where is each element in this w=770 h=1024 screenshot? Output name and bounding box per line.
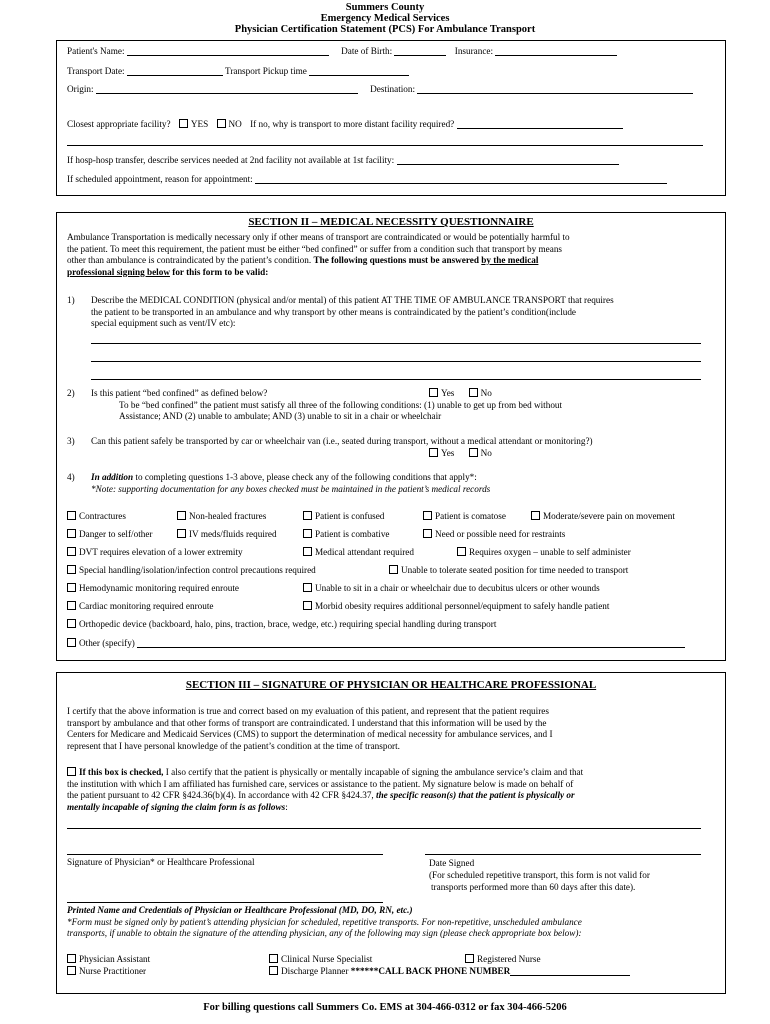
dob-field[interactable] (394, 46, 446, 56)
q4-text: to completing questions 1-3 above, please check any of the following conditions that apply*: (135, 472, 477, 482)
hosp-transfer-label: If hosp-hosp transfer, describe services needed at 2nd facility not available at 1st facility: (67, 155, 395, 165)
condition-label: Special handling/isolation/infection control precautions required (79, 565, 316, 575)
insurance-label: Insurance: (454, 46, 494, 56)
closest-yes-label: YES (190, 119, 209, 129)
incapable-line-2: the institution with which I am affiliated has furnished care, services or assistance to the patient. My signature below is made on behalf of (67, 778, 574, 789)
q2-text: Is this patient “bed confined” as defined below? (91, 388, 268, 398)
section2-title: SECTION II – MEDICAL NECESSITY QUESTIONNAIRE (248, 216, 534, 228)
condition-label: Patient is comatose (435, 511, 506, 521)
section-patient-info (56, 40, 726, 196)
question-1 (67, 295, 715, 330)
clinical-nurse-specialist-checkbox[interactable] (269, 954, 278, 963)
q3-yes-checkbox[interactable] (429, 448, 438, 457)
incapable-line-3a: the patient pursuant to 42 CFR §424.36(b)(4). In accordance with 42 CFR §424.37, (67, 790, 374, 800)
date-signed-block (429, 857, 650, 893)
condition-label: Non-healed fractures (189, 511, 267, 521)
condition-label: Hemodynamic monitoring required enroute (79, 583, 239, 593)
closest-no-label: NO (228, 119, 242, 129)
condition-label: Patient is confused (315, 511, 385, 521)
intro-line-3 (67, 255, 715, 267)
closest-no-checkbox[interactable] (217, 119, 226, 128)
intro-line-4 (67, 267, 715, 279)
q1-answer-line-3[interactable] (91, 379, 701, 380)
q2-no-label: No (480, 388, 492, 398)
condition-checkbox[interactable] (423, 511, 432, 520)
incapable-line-3b: the specific reason(s) that the patient is physically or (376, 790, 575, 800)
destination-field[interactable] (417, 84, 693, 94)
closest-yes-checkbox[interactable] (179, 119, 188, 128)
role-label: Physician Assistant (79, 954, 151, 964)
role-label: Registered Nurse (477, 954, 541, 964)
condition-label: Orthopedic device (backboard, halo, pins, traction, brace, wedge, etc.) requiring special handling during transport (79, 619, 497, 629)
origin-label: Origin: (67, 84, 94, 94)
condition-checkbox[interactable] (177, 529, 186, 538)
q2-options (429, 388, 492, 400)
form-header (0, 0, 770, 35)
condition-label: Contractures (79, 511, 126, 521)
condition-label: IV meds/fluids required (189, 529, 277, 539)
q1-line-2: the patient to be transported in an ambulance and why transport by other means is contraindicated by the patient’s condition(include (91, 306, 577, 317)
condition-checkbox[interactable] (423, 529, 432, 538)
origin-field[interactable] (96, 84, 358, 94)
q2-number: 2) (67, 388, 75, 398)
signer-note-1: *Form must be signed only by patient’s attending physician for scheduled, repetitive transports. For non-repetitive, unscheduled ambulance (67, 916, 582, 927)
date-note-2: transports performed more than 60 days after this date). (431, 882, 636, 892)
condition-checkbox[interactable] (389, 565, 398, 574)
q1-number: 1) (67, 295, 75, 305)
cert-line: represent that I have personal knowledge of the patient’s condition at the time of transport. (67, 740, 400, 751)
q3-number: 3) (67, 436, 75, 446)
insurance-field[interactable] (495, 46, 617, 56)
question-3 (67, 436, 715, 459)
pickup-time-field[interactable] (309, 66, 409, 76)
condition-label: DVT requires elevation of a lower extremity (79, 547, 243, 557)
incapable-line-4b: : (285, 801, 288, 812)
condition-label: Moderate/severe pain on movement (543, 511, 675, 521)
nurse-practitioner-checkbox[interactable] (67, 966, 76, 975)
intro-line-4a: professional signing below (67, 266, 170, 277)
q2-definition-1: To be “bed confined” the patient must satisfy all three of the following conditions: (1) unable to get up from bed without (119, 399, 563, 410)
q3-options (429, 448, 715, 460)
intro-line-4b: for this form to be valid: (172, 266, 269, 277)
printed-name-line[interactable] (67, 902, 383, 903)
patient-name-label: Patient's Name: (67, 46, 125, 56)
q4-lead: In addition (91, 472, 134, 482)
signer-note-2: transports, if unable to obtain the signature of the attending physician, any of the following may sign (please check appropriate box below): (67, 928, 582, 938)
certification-paragraph (67, 706, 715, 752)
condition-checkbox[interactable] (67, 565, 76, 574)
condition-checkbox[interactable] (67, 511, 76, 520)
incapable-paragraph (67, 767, 715, 813)
condition-label: Unable to sit in a chair or wheelchair due to decubitus ulcers or other wounds (315, 583, 600, 593)
incapable-line-1: I also certify that the patient is physically or mentally incapable of signing the ambulance service’s claim and that (165, 767, 584, 777)
date-signed-line[interactable] (425, 854, 701, 855)
section3-title: SECTION III – SIGNATURE OF PHYSICIAN OR HEALTHCARE PROFESSIONAL (185, 679, 597, 691)
callback-label: ******CALL BACK PHONE NUMBER (350, 966, 511, 976)
q1-answer-line-1[interactable] (91, 343, 701, 344)
q2-no-checkbox[interactable] (469, 388, 478, 397)
section-signature (56, 672, 726, 994)
signature-label: Signature of Physician* or Healthcare Professional (67, 857, 255, 867)
q1-answer-line-2[interactable] (91, 361, 701, 362)
condition-checkbox[interactable] (177, 511, 186, 520)
appointment-reason-field[interactable] (255, 174, 667, 184)
section2-intro (67, 232, 715, 278)
billing-footer: For billing questions call Summers Co. EMS at 304-466-0312 or fax 304-466-5206 (203, 1002, 567, 1013)
form-title: Physician Certification Statement (PCS) For Ambulance Transport (234, 24, 536, 35)
condition-checkbox[interactable] (303, 601, 312, 610)
condition-label: Patient is combative (315, 529, 390, 539)
condition-label: Medical attendant required (315, 547, 414, 557)
q3-yes-label: Yes (441, 447, 455, 458)
distant-reason-field[interactable] (457, 119, 623, 129)
transport-date-field[interactable] (127, 66, 223, 76)
other-specify-field[interactable] (137, 638, 685, 648)
q4-number: 4) (67, 472, 75, 482)
section-medical-necessity (56, 212, 726, 661)
question-2 (67, 388, 715, 423)
service-name: Emergency Medical Services (320, 13, 450, 24)
printed-name-block (67, 905, 715, 940)
question-4 (67, 472, 715, 495)
q3-no-label: No (480, 447, 492, 458)
condition-checkbox[interactable] (303, 583, 312, 592)
dob-label: Date of Birth: (341, 46, 393, 56)
closest-facility-label: Closest appropriate facility? (67, 119, 171, 129)
intro-line-3a: other than ambulance is contraindicated by the patient’s condition. (67, 255, 312, 265)
condition-checkbox[interactable] (67, 638, 76, 647)
condition-label: Danger to self/other (79, 529, 153, 539)
signature-line[interactable] (67, 854, 383, 855)
condition-checkbox[interactable] (303, 529, 312, 538)
intro-line-3c: by the medical (481, 255, 539, 265)
physician-assistant-checkbox[interactable] (67, 954, 76, 963)
q2-definition-2: Assistance; AND (2) unable to ambulate; AND (3) unable to sit in a chair or wheelchair (119, 411, 442, 421)
hosp-transfer-field[interactable] (397, 155, 619, 165)
q3-text: Can this patient safely be transported by car or wheelchair van (i.e., seated during transport, without a medical attendant or monitoring?) (91, 436, 593, 446)
incapable-checkbox[interactable] (67, 767, 76, 776)
role-label: Clinical Nurse Specialist (281, 954, 373, 964)
cert-line: Centers for Medicare and Medicaid Services (CMS) to support the determination of medical necessity for ambulance services, and I (67, 729, 553, 739)
condition-checkbox[interactable] (67, 601, 76, 610)
incapable-reason-line[interactable] (67, 828, 701, 829)
patient-name-field[interactable] (127, 46, 329, 56)
discharge-planner-checkbox[interactable] (269, 966, 278, 975)
transport-date-label: Transport Date: (67, 66, 125, 76)
condition-checkbox[interactable] (457, 547, 466, 556)
q2-yes-checkbox[interactable] (429, 388, 438, 397)
condition-label: Requires oxygen – unable to self administer (469, 547, 631, 557)
callback-phone-field[interactable] (510, 966, 630, 976)
condition-checkbox[interactable] (67, 583, 76, 592)
condition-label: Need or possible need for restraints (435, 529, 566, 539)
condition-checkbox[interactable] (67, 619, 76, 628)
pickup-time-label: Transport Pickup time (225, 66, 307, 76)
role-label: Nurse Practitioner (79, 966, 147, 976)
q2-yes-label: Yes (441, 388, 455, 398)
q1-line-1: Describe the MEDICAL CONDITION (physical and/or mental) of this patient AT THE TIME OF AMBULANCE TRANSPORT that requires (91, 295, 614, 305)
registered-nurse-checkbox[interactable] (465, 954, 474, 963)
cert-line: transport by ambulance and that other forms of transport are contraindicated. I understand that this information will be used by the (67, 717, 547, 728)
condition-checkbox[interactable] (531, 511, 540, 520)
condition-checkbox[interactable] (67, 529, 76, 538)
distant-reason-line-2[interactable] (67, 145, 703, 146)
condition-label: Other (specify) (79, 638, 135, 648)
condition-label: Cardiac monitoring required enroute (79, 601, 214, 611)
q3-no-checkbox[interactable] (469, 448, 478, 457)
role-label: Discharge Planner (281, 966, 349, 976)
q1-line-3: special equipment such as vent/IV etc): (91, 318, 236, 328)
incapable-lead: If this box is checked, (79, 767, 164, 777)
county-name: Summers County (345, 2, 425, 13)
incapable-line-4a: mentally incapable of signing the claim form is as follows (67, 801, 286, 812)
distant-reason-label: If no, why is transport to more distant facility required? (250, 119, 455, 129)
date-signed-label: Date Signed (429, 858, 475, 868)
appointment-reason-label: If scheduled appointment, reason for appointment: (67, 174, 253, 184)
destination-label: Destination: (370, 84, 416, 94)
printed-name-label: Printed Name and Credentials of Physician or Healthcare Professional (MD, DO, RN, etc.) (67, 905, 413, 915)
condition-label: Unable to tolerate seated position for time needed to transport (401, 565, 629, 575)
condition-checkbox[interactable] (303, 511, 312, 520)
intro-line-2: the patient. To meet this requirement, the patient must be either “bed confined” or suffer from a condition such that transport by means (67, 243, 562, 254)
date-note-1: (For scheduled repetitive transport, this form is not valid for (429, 870, 650, 880)
intro-line-3b: The following questions must be answered (313, 255, 479, 265)
condition-label: Morbid obesity requires additional personnel/equipment to safely handle patient (315, 601, 610, 611)
condition-checkbox[interactable] (303, 547, 312, 556)
condition-checkbox[interactable] (67, 547, 76, 556)
intro-line-1: Ambulance Transportation is medically necessary only if other means of transport are contraindicated or would be potentially harmful to (67, 232, 570, 242)
cert-line: I certify that the above information is true and correct based on my evaluation of this patient, and represent that the patient requires (67, 706, 549, 716)
q4-note: *Note: supporting documentation for any boxes checked must be maintained in the patient’s medical records (91, 483, 491, 494)
